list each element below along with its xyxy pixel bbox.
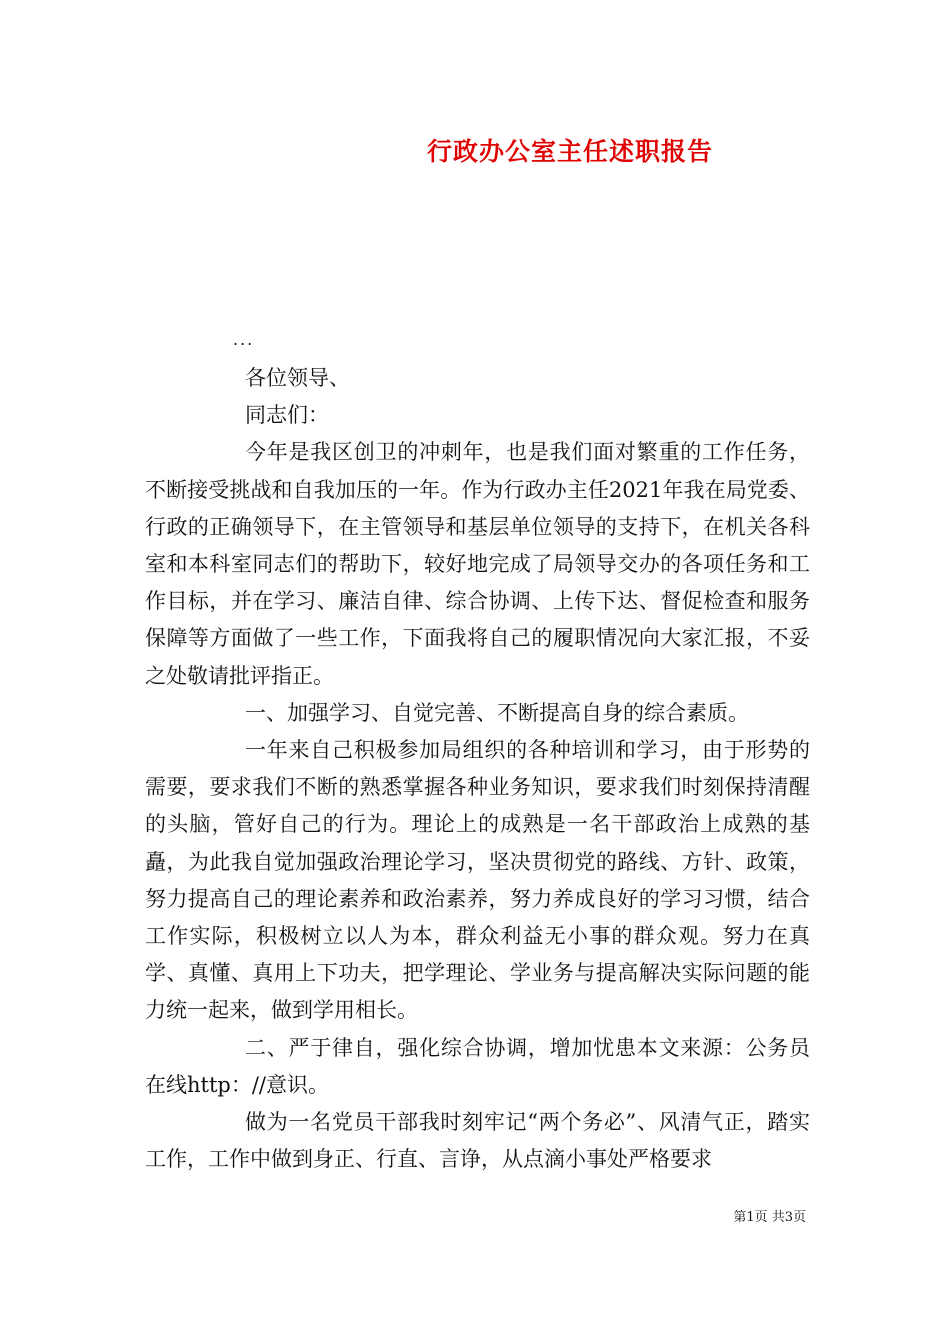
paragraph-discipline: 做为一名党员干部我时刻牢记“两个务必”、风清气正，踏实工作，工作中做到身正、行直、言诤，从点滴小事处严格要求 [145, 1110, 810, 1172]
salutation-leaders: 各位领导、 [245, 366, 350, 390]
section-heading-2: 二、严于律自，强化综合协调，增加忧患本文来源：公务员在线http：//意识。 [145, 1035, 810, 1097]
paragraph-intro: 今年是我区创卫的冲刺年，也是我们面对繁重的工作任务，不断接受挑战和自我加压的一年。作为行政办主任2021年我在局党委、行政的正确领导下，在主管领导和基层单位领导的支持下，在机关各科室和本科室同志们的帮助下，较好地完成了局领导交办的各项任务和工作目标，并在学习、廉洁自律、综合协调、上传下达、督促检查和服务保障等方面做了一些工作，下面我将自己的履职情况向大家汇报，不妥之处敬请批评指正。 [145, 440, 810, 688]
salutation-comrades: 同志们： [245, 403, 329, 428]
ellipsis-mark: ... [233, 330, 255, 349]
paragraph-study: 一年来自己积极参加局组织的各种培训和学习，由于形势的需要，要求我们不断的熟悉掌握各种业务知识，要求我们时刻保持清醒的头脑，管好自己的行为。理论上的成熟是一名干部政治上成熟的基矗，为此我自觉加强政治理论学习，坚决贯彻党的路线、方针、政策，努力提高自己的理论素养和政治素养，努力养成良好的学习习惯，结合工作实际，积极树立以人为本，群众利益无小事的群众观。努力在真学、真懂、真用上下功夫，把学理论、学业务与提高解决实际问题的能力统一起来，做到学用相长。 [145, 738, 810, 1023]
section-heading-1: 一、加强学习、自觉完善、不断提高自身的综合素质。 [245, 700, 749, 725]
page-footer: 第1页 共3页 [733, 1210, 806, 1225]
document-title: 行政办公室主任述职报告 [426, 137, 713, 166]
document-body [145, 360, 810, 1178]
